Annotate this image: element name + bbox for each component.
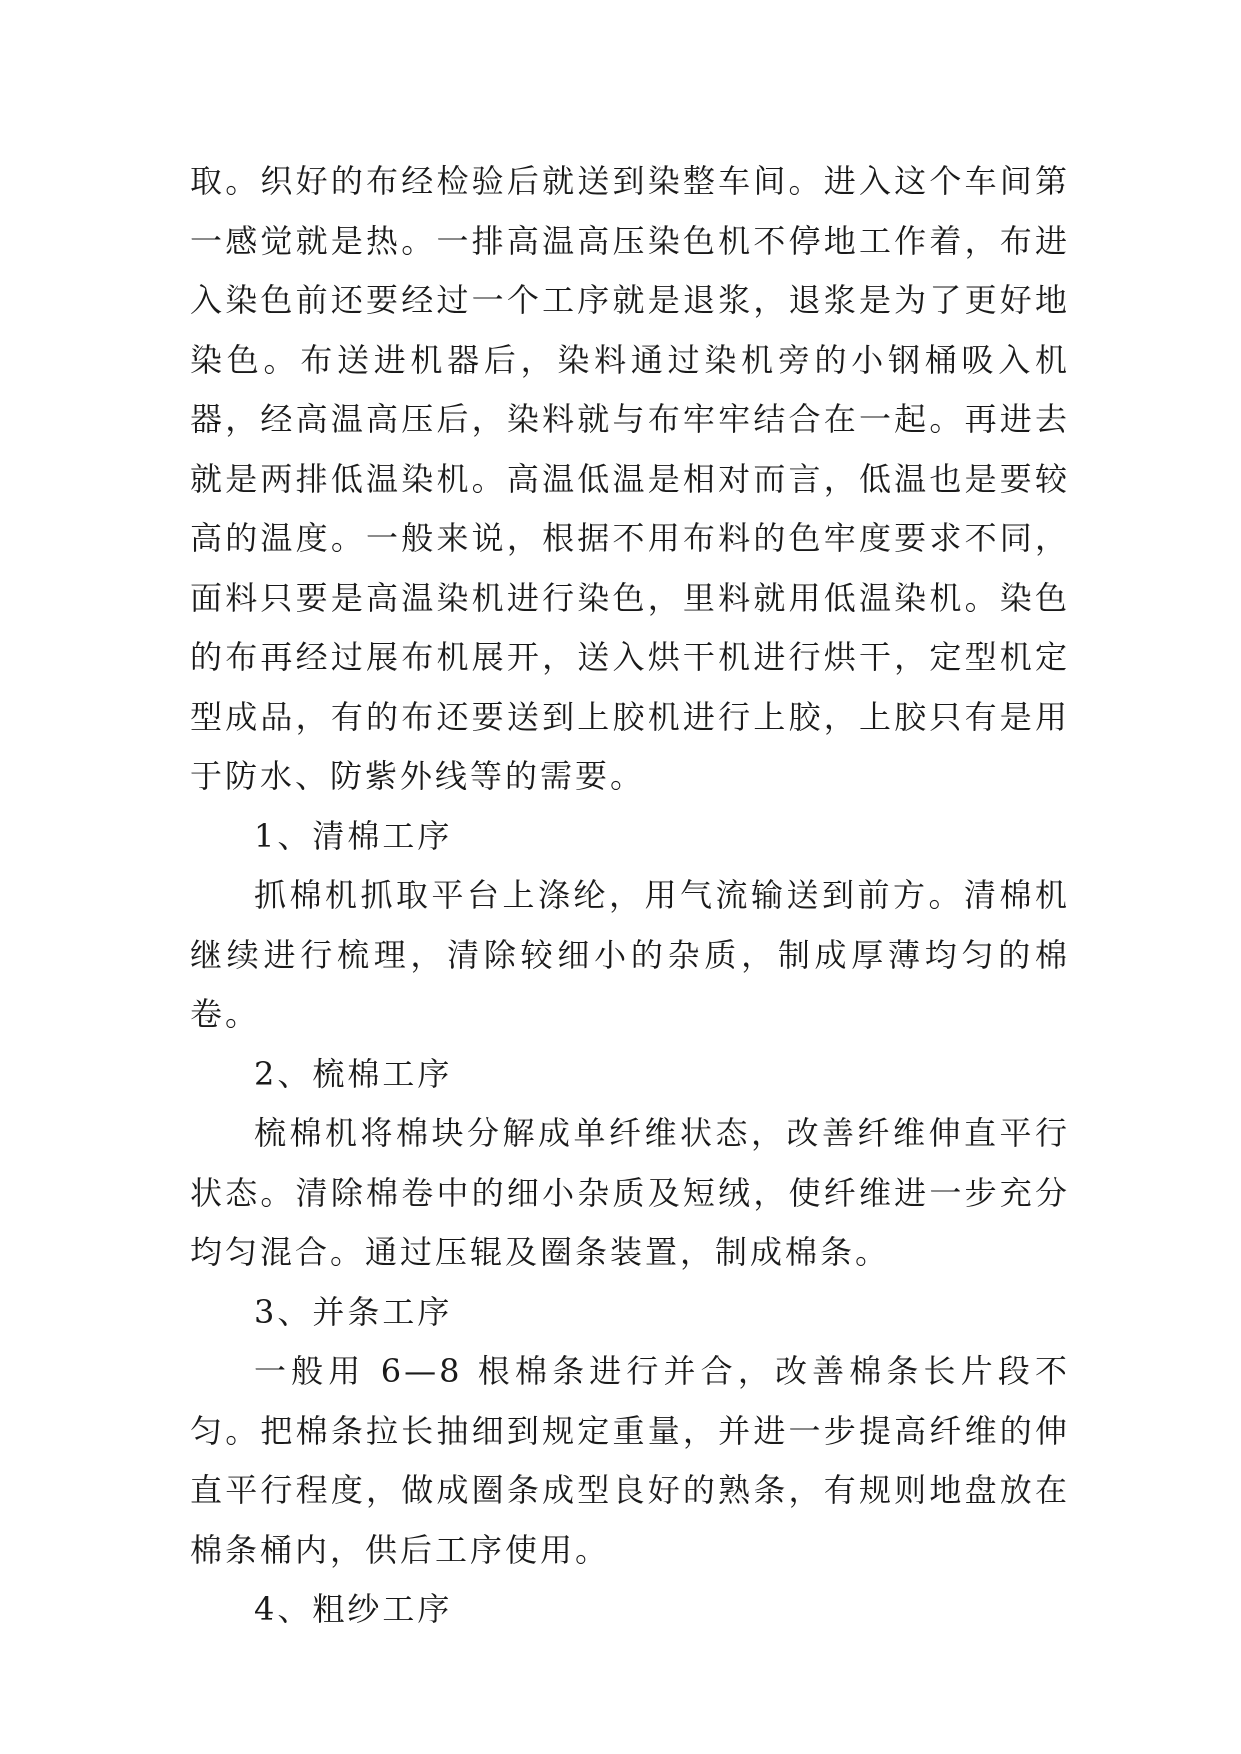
body-paragraph: 取。织好的布经检验后就送到染整车间。进入这个车间第一感觉就是热。一排高温高压染色机不停地工作着，布进入染色前还要经过一个工序就是退浆，退浆是为了更好地染色。布送进机器后，染料通过染机旁的小钢桶吸入机器，经高温高压后，染料就与布牢牢结合在一起。再进去就是两排低温染机。高温低温是相对而言，低温也是要较高的温度。一般来说，根据不用布料的色牢度要求不同，面料只要是高温染机进行染色，里料就用低温染机。染色的布再经过展布机展开，送入烘干机进行烘干，定型机定型成品，有的布还要送到上胶机进行上胶，上胶只有是用于防水、防紫外线等的需要。 xyxy=(190,162,1070,795)
body-paragraph: 梳棉机将棉块分解成单纤维状态，改善纤维伸直平行状态。清除棉卷中的细小杂质及短绒，使纤维进一步充分均匀混合。通过压辊及圈条装置，制成棉条。 xyxy=(190,1114,1070,1271)
document-body xyxy=(190,152,1070,1640)
section-heading-1: 1、清棉工序 xyxy=(254,816,453,855)
section-heading-2: 2、梳棉工序 xyxy=(254,1054,453,1093)
body-paragraph: 抓棉机抓取平台上涤纶，用气流输送到前方。清棉机继续进行梳理，清除较细小的杂质，制成厚薄均匀的棉卷。 xyxy=(190,876,1070,1033)
body-paragraph: 一般用 6—8 根棉条进行并合，改善棉条长片段不匀。把棉条拉长抽细到规定重量，并进一步提高纤维的伸直平行程度，做成圈条成型良好的熟条，有规则地盘放在棉条桶内，供后工序使用。 xyxy=(190,1352,1070,1569)
section-heading-3: 3、并条工序 xyxy=(254,1292,453,1331)
section-heading-4: 4、粗纱工序 xyxy=(254,1590,453,1628)
